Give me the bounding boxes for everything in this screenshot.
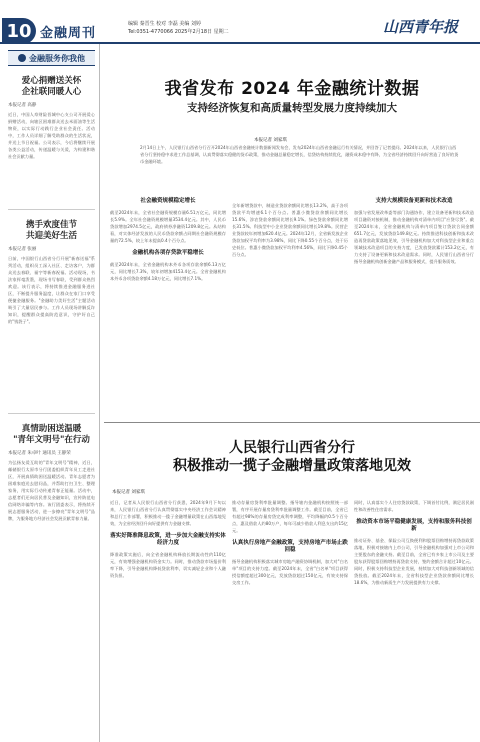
article2-col1b-text: 降准政策实施后，向全省金融机构释放长期流动性约110亿元，有效增强金融机构资金实力。同时，推动贷款市场报价利率下降，引导金融机构降低贷款利率，切实减轻企业和个人融资负担。 [110, 552, 226, 578]
article2-subheading-1: 落实好降准降息政策，进一步加大金融支持实体经济力度 [110, 533, 226, 546]
article1-subheading-1: 社会融资规模稳定增长 [140, 198, 196, 204]
sidebar-body-3: 为弘扬友爱互助的"青年文明号"精神，近日，邮储银行太原市分行团委组织青年员工走进社区，开展真情助困送温暖活动。青年志愿者为困难家庭送去慰问品，并帮助打扫卫生、整理家务，用实际行动传递青春正能量。活动中，志愿者们还向居民普及金融知识，宣传防范电信网络诈骗等内容。该行团委表示，将持续开展志愿服务活动，进一步擦亮"青年文明号"品牌，为服务地方经济社会发展贡献青春力量。 [8, 460, 95, 521]
article2-column-1 [110, 499, 226, 739]
divider [8, 413, 95, 414]
article-divider [104, 422, 480, 423]
sidebar [0, 44, 100, 742]
banner-dot-icon [18, 54, 26, 62]
sidebar-headline-3: 真情助困送温暖 "青年文明号"在行动 [13, 424, 90, 445]
article2-column-2 [232, 499, 348, 739]
article1-column-2: 全年新增贷款中，制造业贷款余额同比增长13.2%，高于各项贷款平均增速6.1个百分点。普惠小微贷款余额同比增长15.6%，涉农贷款余额同比增长9.1%。绿色贷款余额同比增长31.5%。科技型中小企业贷款余额同比增长19.8%。民营企业贷款较年初增加620.4亿元。2024年12月，全省新发放企业贷款加权平均利率为3.98%，同比下降0.55个百分点，处于历史低位。普惠小微贷款加权平均利率4.56%，同比下降0.45个百分点。 [232, 203, 348, 257]
article2-headline: 人民银行山西省分行 积极推动一揽子金融增量政策落地见效 [173, 440, 411, 474]
newspaper-logo: 山西青年报 [382, 18, 458, 36]
main-content [104, 44, 480, 742]
article1-subheading-2: 金融机构各项存贷款平稳增长 [132, 250, 204, 256]
sidebar-byline-2: 本报记者 张丽 [8, 247, 37, 252]
page-number: 10 [2, 18, 36, 44]
sidebar-body-2: 日前，中国银行山西省分行开展"新春送福"系列活动，组织员工深入社区、走访客户，为群众送去春联、福字等新春祝福。活动现场，书法家挥毫泼墨，现场书写春联，受到群众热烈欢迎。该行表示，将持续推进金融服务进社区，不断提升服务温度，让群众在家门口享受便捷金融服务。"金融助力美好生活"主题活动吸引了大量居民参与。工作人员现场讲解反诈知识，提醒群众提高防范意识，守护好自己的"钱袋子"。 [8, 256, 95, 324]
article2-col2-text: 推动存量房贷利率批量调整。指导辖内金融机构按照统一部署，有序开展存量房贷利率批量调整工作。截至目前，全省已有超过98%的存量房贷完成利率调整，平均降幅约0.5个百分点，惠及借款人约80万户，每年可减少借款人利息支出约15亿元。 [232, 500, 348, 533]
article1-column-1 [110, 192, 226, 417]
article2-col1-text: 近日，记者从人民银行山西省分行获悉，2024年9月下旬以来，人民银行山西省分行认真贯彻落实中央经济工作会议精神和总行工作部署，积极推动一揽子金融增量政策在山西落地见效，为全省经济回升向好提供有力金融支撑。 [110, 500, 226, 526]
article2-col3b-text: 推动证券、基金、保险公司互换便利和股票回购增持再贷款政策落地，积极对接辖内上市公司，引导金融机构加强对上市公司和主要股东的金融支持。截至目前，全省已有多家上市公司及主要股东获得股票回购增持再贷款支持，签约金额合计超过10亿元。同时，积极支持科技型企业发展，持续加大对科技创新领域的信贷投放。截至2024年末，全省科技型企业贷款余额同比增长18.6%，为推动新质生产力发展提供有力支撑。 [354, 538, 474, 585]
editor-line: 编辑 秦晋生 校对 李磊 美编 刘婷 [128, 21, 201, 27]
article1-subhead: 支持经济恢复和高质量转型发展力度持续加大 [187, 102, 397, 114]
sidebar-banner-text: 金融服务你我他 [29, 53, 85, 63]
sidebar-body-1: 近日，中国人寿财险晋城中心支公司开展爱心捐赠活动，向辖区困难群众送去米面油等生活物资，以实际行动践行企业社会责任。活动中，工作人员详细了解受助群众的生活状况，并送上节日祝福。公司表示，今后将继续开展各类公益活动，传递温暖与关爱，为构建和谐社会贡献力量。 [8, 112, 95, 159]
article2-subheading-2: 认真执行房地产金融政策，支持房地产市场止跌回稳 [232, 540, 348, 553]
article2-byline: 本报记者 刘家琪 [112, 490, 145, 495]
date-line: Tel:0351-4770066 2025年2月18日 星期二 [128, 29, 229, 35]
sidebar-banner [8, 50, 95, 66]
article1-col3-text: 加强与省发展改革委等部门沟通协作，建立设备更新和技术改造项目融资对接机制，推动金融机构对清单内项目"应贷尽贷"。截至2024年末，全省金融机构与清单内项目签订贷款合同金额651.7亿元，发放贷款149.8亿元。持续推进科技创新和技术改造再贷款政策落地见效，引导金融机构加大对科技型企业和重点领域技术改造项目的支持力度，已发放贷款累计153.2亿元，有力支持了设备更新和技术改造需求。同时，人民银行山西省分行指导金融机构创新金融产品和服务模式，提升服务质效。 [354, 210, 474, 264]
article1-col1-text: 截至2024年末，全省社会融资规模存量6.51万亿元，同比增长5.9%。全年社会融资规模增量3534.4亿元。其中，人民币贷款增加2974.5亿元，政府债券净融资1209.8亿元。从结构看，对实体经济发放的人民币贷款余额占同期社会融资规模存量的72.5%，较上年末提高0.4个百分点。 [110, 210, 226, 243]
sidebar-headline-1: 爱心捐赠送关怀 企社联同暖人心 [21, 76, 82, 97]
divider [8, 209, 95, 210]
sidebar-headline-2: 携手欢度佳节 共迎美好生活 [25, 220, 77, 241]
article2-subheading-3: 推动资本市场平稳健康发展，支持和服务科技创新 [356, 519, 472, 532]
article1-column-3 [354, 192, 474, 417]
article1-lead: 2月14日上午，人民银行山西省分行召开2024年山西省金融统计数据新闻发布会，发布2024年山西省金融运行有关情况，并回答了记者提问。2024年以来，人民银行山西省分行坚持稳中求进工作总基调，认真贯彻落实稳健的货币政策，推动金融总量稳定增长，信贷结构持续优化，融资成本稳中有降，为全省经济持续回升向好营造了良好的货币金融环境。 [140, 145, 459, 164]
masthead-meta [128, 20, 288, 36]
article1-byline: 本报记者 刘家琪 [254, 138, 287, 143]
article2-column-3 [354, 499, 474, 739]
article2-col2b-text: 指导金融机构积极落实城市房地产融资协调机制，加大对"白名单"项目的支持力度。截至2024年末，全省"白名单"项目获得授信额度超过300亿元，发放贷款超过150亿元，有效支持保交房工作。 [232, 559, 348, 585]
sidebar-byline-3: 本报记者 朱卓叶 通讯员 王静荣 [8, 451, 71, 456]
article1-subheading-3: 支持大规模设备更新和技术改造 [375, 198, 453, 204]
article1-col1b-text: 截至2024年末，全省金融机构本外币各项存款余额6.13万亿元，同比增长7.3%，较年初增加4153.4亿元。全省金融机构本外币各项贷款余额4.18万亿元，同比增长7.1%。 [110, 262, 226, 281]
sidebar-byline-1: 本报记者 高静 [8, 103, 37, 108]
article1-headline: 我省发布 2024 年金融统计数据 [164, 79, 420, 99]
masthead [0, 0, 480, 44]
article2-col3-text: 同时，认真落实个人住房贷款政策，下调首付比例，满足居民刚性和改善性住房需求。 [354, 500, 474, 512]
section-name: 金融周刊 [40, 26, 97, 41]
